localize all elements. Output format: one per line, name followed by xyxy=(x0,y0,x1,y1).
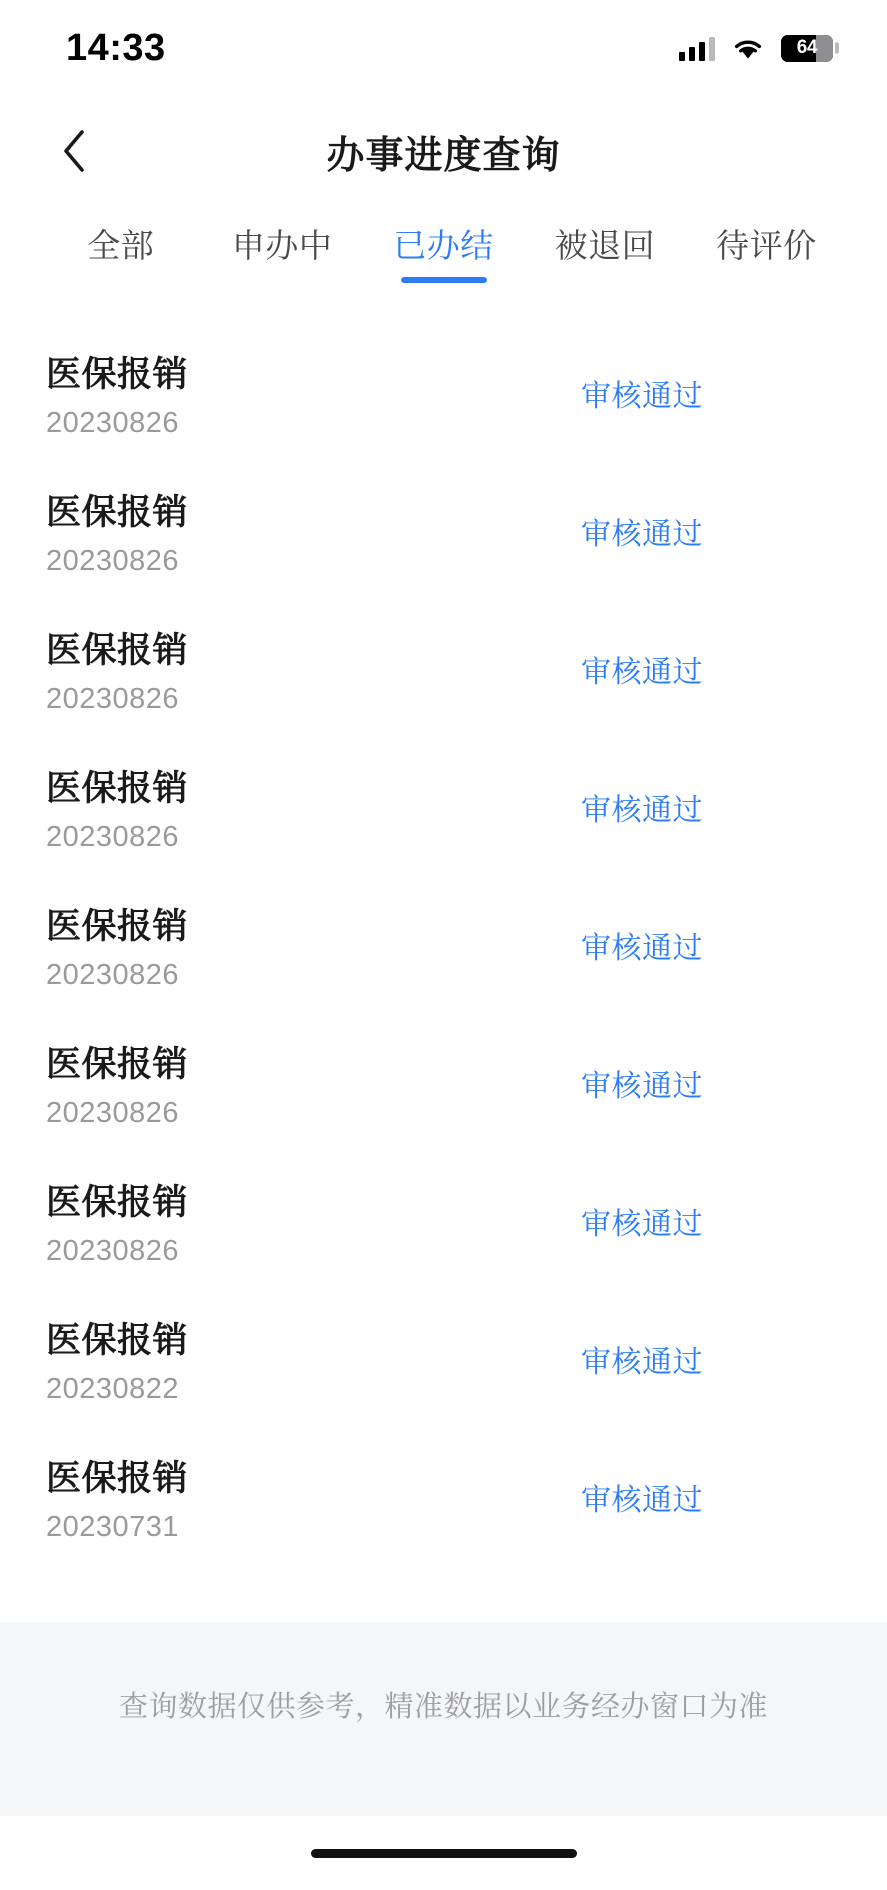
list-item[interactable] xyxy=(0,462,887,600)
chevron-left-icon xyxy=(61,129,87,173)
list-item-title: 医保报销 xyxy=(46,1320,189,1360)
list-item-info xyxy=(46,761,188,854)
home-indicator-area xyxy=(0,1816,887,1890)
tab-label: 被退回 xyxy=(554,227,656,264)
list-item[interactable] xyxy=(0,600,887,738)
signal-bars-icon xyxy=(679,35,715,61)
list-item-date: 20230826 xyxy=(46,544,180,577)
list-item-date: 20230826 xyxy=(46,406,180,439)
nav-bar xyxy=(0,96,887,206)
list-item-date: 20230731 xyxy=(46,1510,180,1543)
list-item[interactable] xyxy=(0,876,887,1014)
list-item-info xyxy=(46,899,188,992)
status-time: 14:33 xyxy=(66,26,166,69)
list-item-title: 医保报销 xyxy=(46,768,189,808)
status-badge: 审核通过 xyxy=(581,1208,703,1241)
list-item-title: 医保报销 xyxy=(46,492,189,532)
back-button[interactable] xyxy=(42,119,106,183)
list-item-title: 医保报销 xyxy=(46,1044,189,1084)
list-item[interactable] xyxy=(0,1014,887,1152)
tab-bar xyxy=(0,206,887,302)
list-item-info xyxy=(46,1037,188,1130)
list-item-date: 20230826 xyxy=(46,682,180,715)
list-item[interactable] xyxy=(0,1290,887,1428)
tab-label: 申办中 xyxy=(231,227,333,264)
status-badge: 审核通过 xyxy=(581,1070,703,1103)
list-item-date: 20230826 xyxy=(46,820,180,853)
list-item-title: 医保报销 xyxy=(46,906,189,946)
wifi-icon xyxy=(731,35,765,61)
list-item[interactable] xyxy=(0,1428,887,1566)
status-badge: 审核通过 xyxy=(581,656,703,689)
list-item-title: 医保报销 xyxy=(46,1182,189,1222)
tab-pending-review[interactable] xyxy=(686,212,847,267)
tab-label: 待评价 xyxy=(716,227,817,264)
list-item-title: 医保报销 xyxy=(46,354,189,394)
status-badge: 审核通过 xyxy=(581,1484,703,1517)
tab-all[interactable] xyxy=(40,212,201,267)
list-item-info xyxy=(46,1175,188,1268)
footer-note: 查询数据仅供参考，精准数据以业务经办窗口为准 xyxy=(118,1691,768,1723)
tab-underline xyxy=(401,277,487,283)
list-item-date: 20230826 xyxy=(46,958,180,991)
home-indicator[interactable] xyxy=(311,1849,577,1858)
page-title: 办事进度查询 xyxy=(326,134,561,177)
list-item-info xyxy=(46,623,188,716)
tab-completed[interactable] xyxy=(363,212,524,267)
status-bar xyxy=(0,0,887,96)
progress-list xyxy=(0,302,887,1622)
battery-icon xyxy=(781,35,833,62)
status-badge: 审核通过 xyxy=(581,794,703,827)
list-item-date: 20230822 xyxy=(46,1372,180,1405)
list-item-title: 医保报销 xyxy=(46,1458,189,1498)
status-badge: 审核通过 xyxy=(581,380,703,413)
list-item-title: 医保报销 xyxy=(46,630,189,670)
list-item[interactable] xyxy=(0,738,887,876)
status-badge: 审核通过 xyxy=(581,1346,703,1379)
list-item[interactable] xyxy=(0,1152,887,1290)
tab-label: 已办结 xyxy=(393,227,494,264)
status-indicators xyxy=(679,35,833,62)
tab-in-progress[interactable] xyxy=(201,212,362,267)
list-item-info xyxy=(46,1451,188,1544)
list-item-info xyxy=(46,485,188,578)
list-item-info xyxy=(46,1313,188,1406)
status-badge: 审核通过 xyxy=(581,518,703,551)
list-item[interactable] xyxy=(0,324,887,462)
list-item-date: 20230826 xyxy=(46,1234,180,1267)
list-item-info xyxy=(46,347,188,440)
list-item-date: 20230826 xyxy=(46,1096,180,1129)
status-badge: 审核通过 xyxy=(581,932,703,965)
battery-percent: 64 xyxy=(796,37,818,58)
tab-returned[interactable] xyxy=(524,212,685,267)
tab-label: 全部 xyxy=(87,227,155,264)
